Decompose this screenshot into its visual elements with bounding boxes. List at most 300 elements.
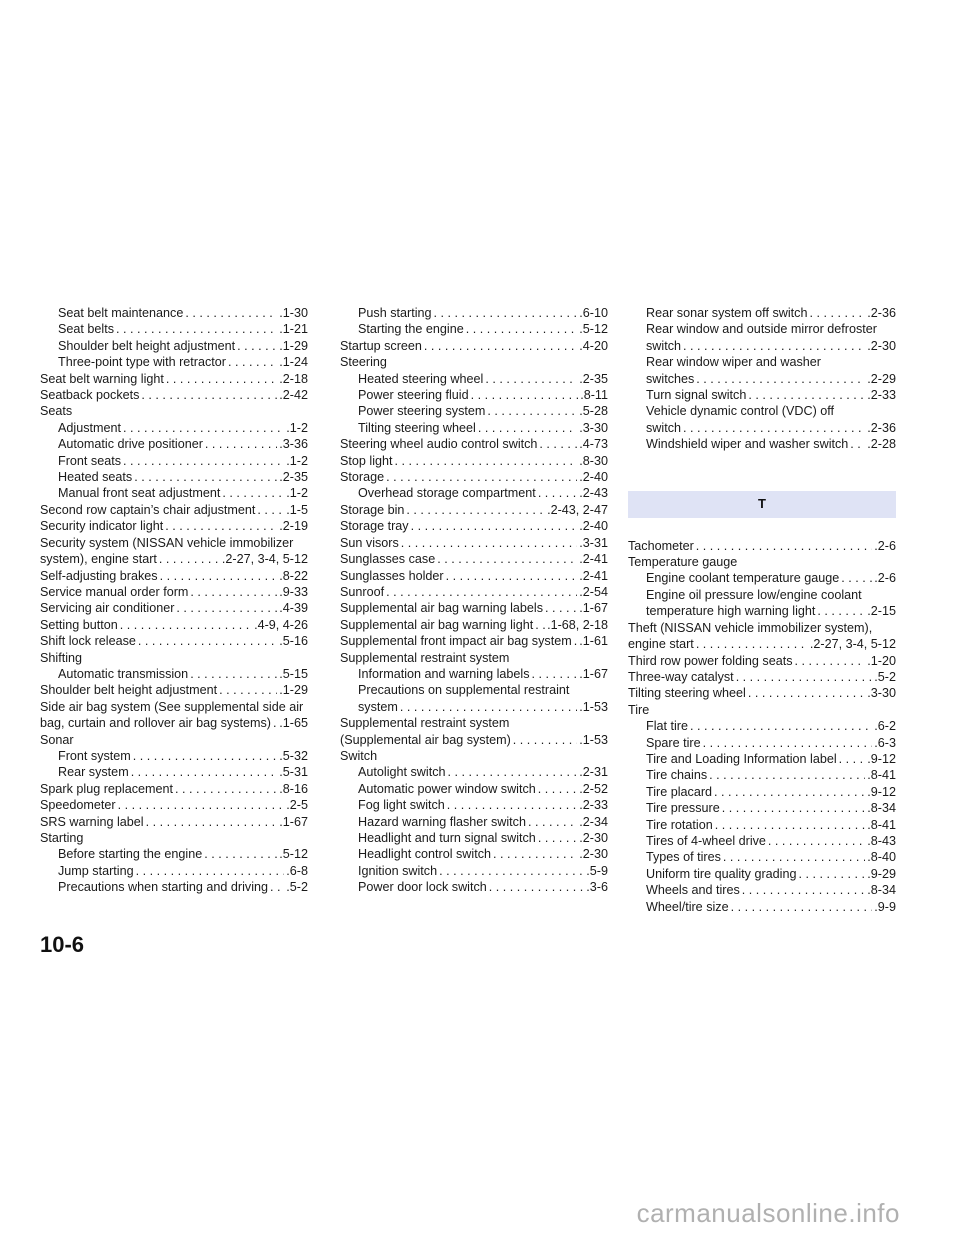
index-entry-multiline[interactable] bbox=[628, 321, 896, 354]
dot-leader bbox=[485, 371, 577, 387]
index-entry[interactable] bbox=[628, 866, 896, 882]
dot-leader bbox=[120, 617, 252, 633]
index-column-1 bbox=[40, 305, 308, 896]
index-entry[interactable] bbox=[40, 305, 308, 321]
index-entry-page: .4-20 bbox=[579, 338, 608, 353]
index-entry-text: Starting the engine bbox=[358, 322, 464, 337]
index-entry[interactable] bbox=[340, 830, 608, 846]
index-entry-text: system), engine start bbox=[40, 552, 157, 567]
index-entry[interactable] bbox=[40, 371, 308, 387]
index-entry[interactable] bbox=[340, 797, 608, 813]
dot-leader bbox=[535, 617, 545, 633]
dot-leader bbox=[219, 682, 277, 698]
index-entry-multiline[interactable] bbox=[340, 682, 608, 715]
index-entry[interactable] bbox=[340, 485, 608, 501]
index-entry-text: Tires of 4-wheel drive bbox=[646, 833, 766, 848]
index-entry[interactable] bbox=[40, 633, 308, 649]
index-entry-page: .2-18 bbox=[279, 371, 308, 386]
index-entry-page: .1-30 bbox=[279, 306, 308, 320]
dot-leader bbox=[817, 603, 865, 619]
index-entry-text: engine start bbox=[628, 637, 694, 652]
index-entry-page: .1-61 bbox=[579, 634, 608, 649]
index-heading bbox=[40, 403, 308, 419]
index-entry-text: Three-way catalyst bbox=[628, 669, 734, 684]
index-entry-page: .6-10 bbox=[579, 306, 608, 320]
index-entry[interactable] bbox=[340, 338, 608, 354]
dot-leader bbox=[273, 715, 277, 731]
index-entry-page: .3-31 bbox=[579, 535, 608, 550]
index-entry[interactable] bbox=[340, 502, 608, 518]
index-entry[interactable] bbox=[40, 846, 308, 862]
index-entry[interactable] bbox=[340, 305, 608, 321]
dot-leader bbox=[131, 764, 278, 780]
dot-leader bbox=[574, 633, 578, 649]
index-heading bbox=[628, 702, 896, 718]
index-entry-page: .2-28 bbox=[867, 437, 896, 452]
index-entry[interactable] bbox=[628, 882, 896, 898]
index-entry-page: .4-73 bbox=[579, 437, 608, 452]
index-entry[interactable] bbox=[628, 833, 896, 849]
index-entry-row bbox=[40, 551, 308, 567]
index-entry-page: .2-35 bbox=[579, 371, 608, 386]
index-entry-row bbox=[628, 371, 896, 387]
dot-leader bbox=[123, 420, 284, 436]
index-entry-page: .2-30 bbox=[867, 338, 896, 353]
index-entry-page: .2-42 bbox=[279, 388, 308, 403]
index-entry[interactable] bbox=[340, 436, 608, 452]
dot-leader bbox=[406, 502, 545, 518]
index-entry[interactable] bbox=[340, 863, 608, 879]
index-entry[interactable] bbox=[40, 568, 308, 584]
dot-leader bbox=[448, 764, 578, 780]
index-entry-page: .3-30 bbox=[867, 686, 896, 701]
index-entry-page: .9-12 bbox=[867, 784, 896, 799]
dot-leader bbox=[714, 784, 865, 800]
index-entry-text: Storage tray bbox=[340, 519, 409, 534]
index-entry[interactable] bbox=[340, 781, 608, 797]
index-entry[interactable] bbox=[40, 420, 308, 436]
index-entry-page: .2-35 bbox=[279, 470, 308, 485]
index-heading-text: Seats bbox=[40, 404, 73, 419]
index-entry-text: Front system bbox=[58, 748, 131, 763]
index-entry-text: Spark plug replacement bbox=[40, 781, 174, 796]
index-heading bbox=[340, 748, 608, 764]
index-entry[interactable] bbox=[40, 354, 308, 370]
index-heading-text: Steering bbox=[340, 355, 387, 370]
index-entry[interactable] bbox=[40, 666, 308, 682]
index-entry-page: .8-16 bbox=[279, 781, 308, 796]
index-entry[interactable] bbox=[340, 403, 608, 419]
index-entry-text: Power steering fluid bbox=[358, 388, 469, 403]
index-entry[interactable] bbox=[628, 538, 896, 554]
index-entry-page: .1-67 bbox=[579, 666, 608, 681]
index-entry[interactable] bbox=[40, 879, 308, 895]
index-entry-text: Before starting the engine bbox=[58, 847, 203, 862]
index-entry[interactable] bbox=[628, 669, 896, 685]
index-entry-text: Fog light switch bbox=[358, 798, 445, 813]
index-entry[interactable] bbox=[628, 784, 896, 800]
index-entry-page: .5-12 bbox=[579, 322, 608, 337]
index-entry-page: .1-20 bbox=[867, 653, 896, 668]
index-heading-text: Temperature gauge bbox=[628, 555, 738, 570]
index-entry[interactable] bbox=[340, 600, 608, 616]
index-entry-text: Tachometer bbox=[628, 538, 694, 553]
index-entry-text: Windshield wiper and washer switch bbox=[646, 437, 849, 452]
dot-leader bbox=[439, 863, 584, 879]
index-entry[interactable] bbox=[40, 502, 308, 518]
dot-leader bbox=[395, 453, 578, 469]
index-entry-page: .5-15 bbox=[279, 666, 308, 681]
index-entry-page: .2-40 bbox=[579, 470, 608, 485]
index-entry[interactable] bbox=[340, 633, 608, 649]
index-entry[interactable] bbox=[340, 666, 608, 682]
index-entry-text: Supplemental air bag warning light bbox=[340, 617, 534, 632]
index-entry-page: .8-41 bbox=[867, 768, 896, 783]
index-entry[interactable] bbox=[40, 453, 308, 469]
dot-leader bbox=[471, 387, 579, 403]
index-entry[interactable] bbox=[340, 584, 608, 600]
index-entry-page: .2-29 bbox=[867, 371, 896, 386]
dot-leader bbox=[528, 814, 577, 830]
index-entry-text: Wheel/tire size bbox=[646, 899, 729, 914]
index-entry-text: Seat belt maintenance bbox=[58, 306, 184, 320]
index-entry[interactable] bbox=[40, 764, 308, 780]
index-column-3 bbox=[628, 305, 896, 915]
dot-leader bbox=[228, 354, 277, 370]
index-entry-text: Shoulder belt height adjustment bbox=[58, 338, 236, 353]
index-entry-page: .8-22 bbox=[279, 568, 308, 583]
index-entry-page: .2-54 bbox=[579, 584, 608, 599]
index-entry-page: .2-27, 3-4, 5-12 bbox=[809, 637, 896, 652]
index-entry-text: Automatic transmission bbox=[58, 666, 189, 681]
index-entry-page: .2-41 bbox=[579, 568, 608, 583]
index-entry-text: Seatback pockets bbox=[40, 388, 140, 403]
index-entry-text: Headlight control switch bbox=[358, 847, 491, 862]
index-entry[interactable] bbox=[40, 387, 308, 403]
index-entry-page: .1-65 bbox=[279, 716, 308, 731]
index-entry-page: .8-30 bbox=[579, 453, 608, 468]
index-entry-text: Power steering system bbox=[358, 404, 486, 419]
index-entry-line: Engine oil pressure low/engine coolant bbox=[646, 587, 862, 602]
index-entry-multiline[interactable] bbox=[628, 620, 896, 653]
dot-leader bbox=[748, 387, 865, 403]
dot-leader bbox=[538, 485, 577, 501]
dot-leader bbox=[538, 830, 577, 846]
index-entry[interactable] bbox=[628, 899, 896, 915]
dot-leader bbox=[159, 551, 220, 567]
index-entry-page: .1-2 bbox=[286, 420, 308, 435]
index-entry[interactable] bbox=[40, 863, 308, 879]
index-entry[interactable] bbox=[340, 535, 608, 551]
index-entry[interactable] bbox=[340, 879, 608, 895]
index-entry[interactable] bbox=[40, 797, 308, 813]
dot-leader bbox=[722, 800, 866, 816]
index-entry-page: .5-28 bbox=[579, 404, 608, 419]
index-entry-page: .2-52 bbox=[579, 781, 608, 796]
dot-leader bbox=[731, 899, 873, 915]
index-entry[interactable] bbox=[628, 653, 896, 669]
index-entry-page: .2-15 bbox=[867, 604, 896, 619]
index-entry-text: switch bbox=[646, 338, 681, 353]
dot-leader bbox=[709, 767, 865, 783]
index-entry-text: Autolight switch bbox=[358, 765, 446, 780]
dot-leader bbox=[190, 666, 277, 682]
index-entry-page: .2-43, 2-47 bbox=[547, 502, 608, 517]
index-heading bbox=[340, 650, 608, 666]
index-entry-text: Sunglasses holder bbox=[340, 568, 444, 583]
index-entry-text: Shoulder belt height adjustment bbox=[40, 683, 218, 698]
index-entry-text: Front seats bbox=[58, 453, 121, 468]
dot-leader bbox=[748, 685, 865, 701]
index-entry-text: Tire chains bbox=[646, 768, 708, 783]
dot-leader bbox=[116, 321, 277, 337]
index-entry-text: Storage bbox=[340, 470, 385, 485]
index-heading-text: Switch bbox=[340, 748, 378, 763]
index-entry[interactable] bbox=[340, 420, 608, 436]
index-entry[interactable] bbox=[340, 814, 608, 830]
index-entry-page: .2-27, 3-4, 5-12 bbox=[221, 552, 308, 567]
index-entry-multiline[interactable] bbox=[628, 403, 896, 436]
index-entry[interactable] bbox=[628, 685, 896, 701]
dot-leader bbox=[841, 570, 872, 586]
index-heading-text: Shifting bbox=[40, 650, 83, 665]
index-entry[interactable] bbox=[40, 321, 308, 337]
index-entry[interactable] bbox=[340, 551, 608, 567]
index-entry-text: Shift lock release bbox=[40, 634, 136, 649]
index-entry-page: .2-33 bbox=[867, 388, 896, 403]
index-entry[interactable] bbox=[40, 748, 308, 764]
index-entry-page: .5-9 bbox=[586, 863, 608, 878]
index-entry-page: .2-43 bbox=[579, 486, 608, 501]
dot-leader bbox=[165, 518, 277, 534]
index-entry-text: Engine coolant temperature gauge bbox=[646, 571, 840, 586]
index-entry-page: .8-34 bbox=[867, 801, 896, 816]
index-entry[interactable] bbox=[40, 469, 308, 485]
index-heading-text: Starting bbox=[40, 831, 84, 845]
index-entry[interactable] bbox=[40, 518, 308, 534]
index-entry-page: .5-2 bbox=[286, 880, 308, 895]
index-entry-text: Seat belts bbox=[58, 322, 115, 337]
index-entry-text: Speedometer bbox=[40, 798, 116, 813]
section-letter-band: T bbox=[628, 491, 896, 518]
dot-leader bbox=[176, 600, 277, 616]
index-entry-text: Tire and Loading Information label bbox=[646, 751, 837, 766]
index-entry-text: Heated steering wheel bbox=[358, 371, 484, 386]
index-entry-text: Tire rotation bbox=[646, 817, 713, 832]
index-entry-text: Steering wheel audio control switch bbox=[340, 437, 538, 452]
index-column-2 bbox=[340, 305, 608, 896]
index-entry[interactable] bbox=[40, 600, 308, 616]
index-entry-text: Rear sonar system off switch bbox=[646, 306, 808, 320]
dot-leader bbox=[742, 882, 865, 898]
index-entry-page: .2-30 bbox=[579, 831, 608, 845]
index-entry[interactable] bbox=[628, 718, 896, 734]
index-entry-page: .2-36 bbox=[867, 306, 896, 320]
index-entry-line: Side air bag system (See supplemental side air bbox=[40, 699, 304, 714]
index-entry-row bbox=[628, 603, 896, 619]
dot-leader bbox=[850, 436, 865, 452]
index-entry-text: Tilting steering wheel bbox=[358, 420, 476, 435]
index-entry-line: Vehicle dynamic control (VDC) off bbox=[646, 404, 835, 419]
index-entry-text: Manual front seat adjustment bbox=[58, 486, 221, 501]
index-entry-page: .2-30 bbox=[579, 847, 608, 862]
index-entry-multiline[interactable] bbox=[40, 699, 308, 732]
index-entry[interactable] bbox=[340, 469, 608, 485]
index-entry[interactable] bbox=[40, 781, 308, 797]
index-entry[interactable] bbox=[40, 436, 308, 452]
index-entry-text: Supplemental air bag warning labels bbox=[340, 601, 544, 616]
dot-leader bbox=[424, 338, 577, 354]
index-entry-page: .2-34 bbox=[579, 814, 608, 829]
dot-leader bbox=[723, 849, 865, 865]
index-entry[interactable] bbox=[628, 817, 896, 833]
dot-leader bbox=[538, 781, 577, 797]
dot-leader bbox=[270, 879, 284, 895]
index-entry-text: Heated seats bbox=[58, 470, 133, 485]
index-entry-text: Second row captain’s chair adjustment bbox=[40, 502, 256, 517]
index-heading bbox=[340, 354, 608, 370]
index-entry[interactable] bbox=[628, 849, 896, 865]
index-entry[interactable] bbox=[40, 584, 308, 600]
dot-leader bbox=[839, 751, 866, 767]
page-number: 10-6 bbox=[40, 932, 85, 957]
index-entry[interactable] bbox=[340, 846, 608, 862]
dot-leader bbox=[411, 518, 578, 534]
index-entry-page: .3-6 bbox=[586, 880, 608, 895]
index-heading-text: Tire bbox=[628, 702, 650, 717]
index-entry[interactable] bbox=[340, 518, 608, 534]
index-entry-page: .2-6 bbox=[874, 538, 896, 553]
index-entry-text: switches bbox=[646, 371, 695, 386]
index-entry-text: Ignition switch bbox=[358, 863, 438, 878]
index-entry[interactable] bbox=[340, 321, 608, 337]
index-entry[interactable] bbox=[628, 305, 896, 321]
index-entry-text: Sun visors bbox=[340, 535, 399, 550]
index-entry[interactable] bbox=[340, 617, 608, 633]
dot-leader bbox=[446, 568, 578, 584]
index-entry-page: .3-36 bbox=[279, 437, 308, 452]
index-entry-page: .6-2 bbox=[874, 719, 896, 734]
index-entry[interactable] bbox=[628, 436, 896, 452]
dot-leader bbox=[683, 420, 865, 436]
index-entry-page: .8-41 bbox=[867, 817, 896, 832]
dot-leader bbox=[185, 305, 277, 321]
dot-leader bbox=[736, 669, 873, 685]
index-entry-page: .2-19 bbox=[279, 519, 308, 534]
index-entry-row bbox=[340, 699, 608, 715]
dot-leader bbox=[513, 732, 577, 748]
index-entry-page: .8-11 bbox=[580, 388, 608, 403]
dot-leader bbox=[175, 781, 277, 797]
index-entry-row bbox=[628, 636, 896, 652]
index-entry[interactable] bbox=[628, 735, 896, 751]
index-entry[interactable] bbox=[40, 682, 308, 698]
index-entry-page: .9-12 bbox=[867, 751, 896, 766]
index-entry[interactable] bbox=[340, 764, 608, 780]
index-entry-row bbox=[628, 420, 896, 436]
index-entry-multiline[interactable] bbox=[628, 354, 896, 387]
index-entry[interactable] bbox=[340, 371, 608, 387]
dot-leader bbox=[401, 535, 577, 551]
index-entry-text: Wheels and tires bbox=[646, 883, 740, 898]
index-heading bbox=[40, 830, 308, 846]
index-entry-page: .6-3 bbox=[874, 735, 896, 750]
index-entry-text: SRS warning label bbox=[40, 814, 144, 829]
index-entry[interactable] bbox=[340, 568, 608, 584]
index-entry-multiline[interactable] bbox=[340, 715, 608, 748]
index-entry-page: .1-53 bbox=[579, 732, 608, 747]
index-entry-text: Self-adjusting brakes bbox=[40, 568, 158, 583]
index-entry-page: .1-29 bbox=[279, 683, 308, 698]
index-entry-text: switch bbox=[646, 420, 681, 435]
index-entry-page: .3-30 bbox=[579, 420, 608, 435]
index-entry[interactable] bbox=[628, 767, 896, 783]
dot-leader bbox=[696, 538, 873, 554]
index-entry-text: Tilting steering wheel bbox=[628, 686, 746, 701]
dot-leader bbox=[141, 387, 277, 403]
index-entry-text: Types of tires bbox=[646, 850, 721, 865]
index-entry-page: .9-29 bbox=[867, 866, 896, 881]
index-entry[interactable] bbox=[340, 387, 608, 403]
index-entry[interactable] bbox=[628, 387, 896, 403]
index-entry-page: .5-16 bbox=[279, 634, 308, 649]
dot-leader bbox=[545, 600, 577, 616]
dot-leader bbox=[487, 403, 577, 419]
dot-leader bbox=[160, 568, 278, 584]
index-entry[interactable] bbox=[40, 814, 308, 830]
dot-leader bbox=[437, 551, 577, 567]
index-entry-page: .2-36 bbox=[867, 420, 896, 435]
index-entry[interactable] bbox=[40, 485, 308, 501]
index-entry-text: Adjustment bbox=[58, 420, 121, 435]
index-entry[interactable] bbox=[340, 453, 608, 469]
index-entry[interactable] bbox=[628, 751, 896, 767]
index-entry-multiline[interactable] bbox=[40, 535, 308, 568]
index-entry[interactable] bbox=[40, 617, 308, 633]
index-heading-text: Sonar bbox=[40, 732, 74, 747]
index-entry-page: .5-2 bbox=[874, 669, 896, 684]
index-entry-text: (Supplemental air bag system) bbox=[340, 732, 511, 747]
index-entry-text: Hazard warning flasher switch bbox=[358, 814, 526, 829]
index-entry-page: .2-5 bbox=[286, 798, 308, 813]
index-entry[interactable] bbox=[40, 338, 308, 354]
dot-leader bbox=[190, 584, 277, 600]
index-entry[interactable] bbox=[628, 570, 896, 586]
index-entry-page: .2-6 bbox=[874, 571, 896, 586]
index-entry-page: .1-2 bbox=[286, 486, 308, 501]
dot-leader bbox=[386, 584, 577, 600]
dot-leader bbox=[400, 699, 577, 715]
index-entry-text: Power door lock switch bbox=[358, 880, 487, 895]
index-entry-line: Rear window wiper and washer bbox=[646, 355, 821, 370]
index-entry-text: Seat belt warning light bbox=[40, 371, 164, 386]
dot-leader bbox=[795, 653, 866, 669]
index-entry-multiline[interactable] bbox=[628, 587, 896, 620]
dot-leader bbox=[257, 502, 284, 518]
dot-leader bbox=[532, 666, 578, 682]
index-entry-text: Sunroof bbox=[340, 584, 385, 599]
dot-leader bbox=[703, 735, 873, 751]
index-entry-page: .1-5 bbox=[286, 502, 308, 517]
index-entry[interactable] bbox=[628, 800, 896, 816]
index-entry-text: Headlight and turn signal switch bbox=[358, 831, 536, 845]
index-heading-text: Supplemental restraint system bbox=[340, 650, 510, 665]
dot-leader bbox=[539, 436, 577, 452]
dot-leader bbox=[204, 846, 277, 862]
dot-leader bbox=[489, 879, 585, 895]
index-entry-text: Push starting bbox=[358, 306, 432, 320]
index-entry-text: bag, curtain and rollover air bag systems) bbox=[40, 716, 271, 731]
